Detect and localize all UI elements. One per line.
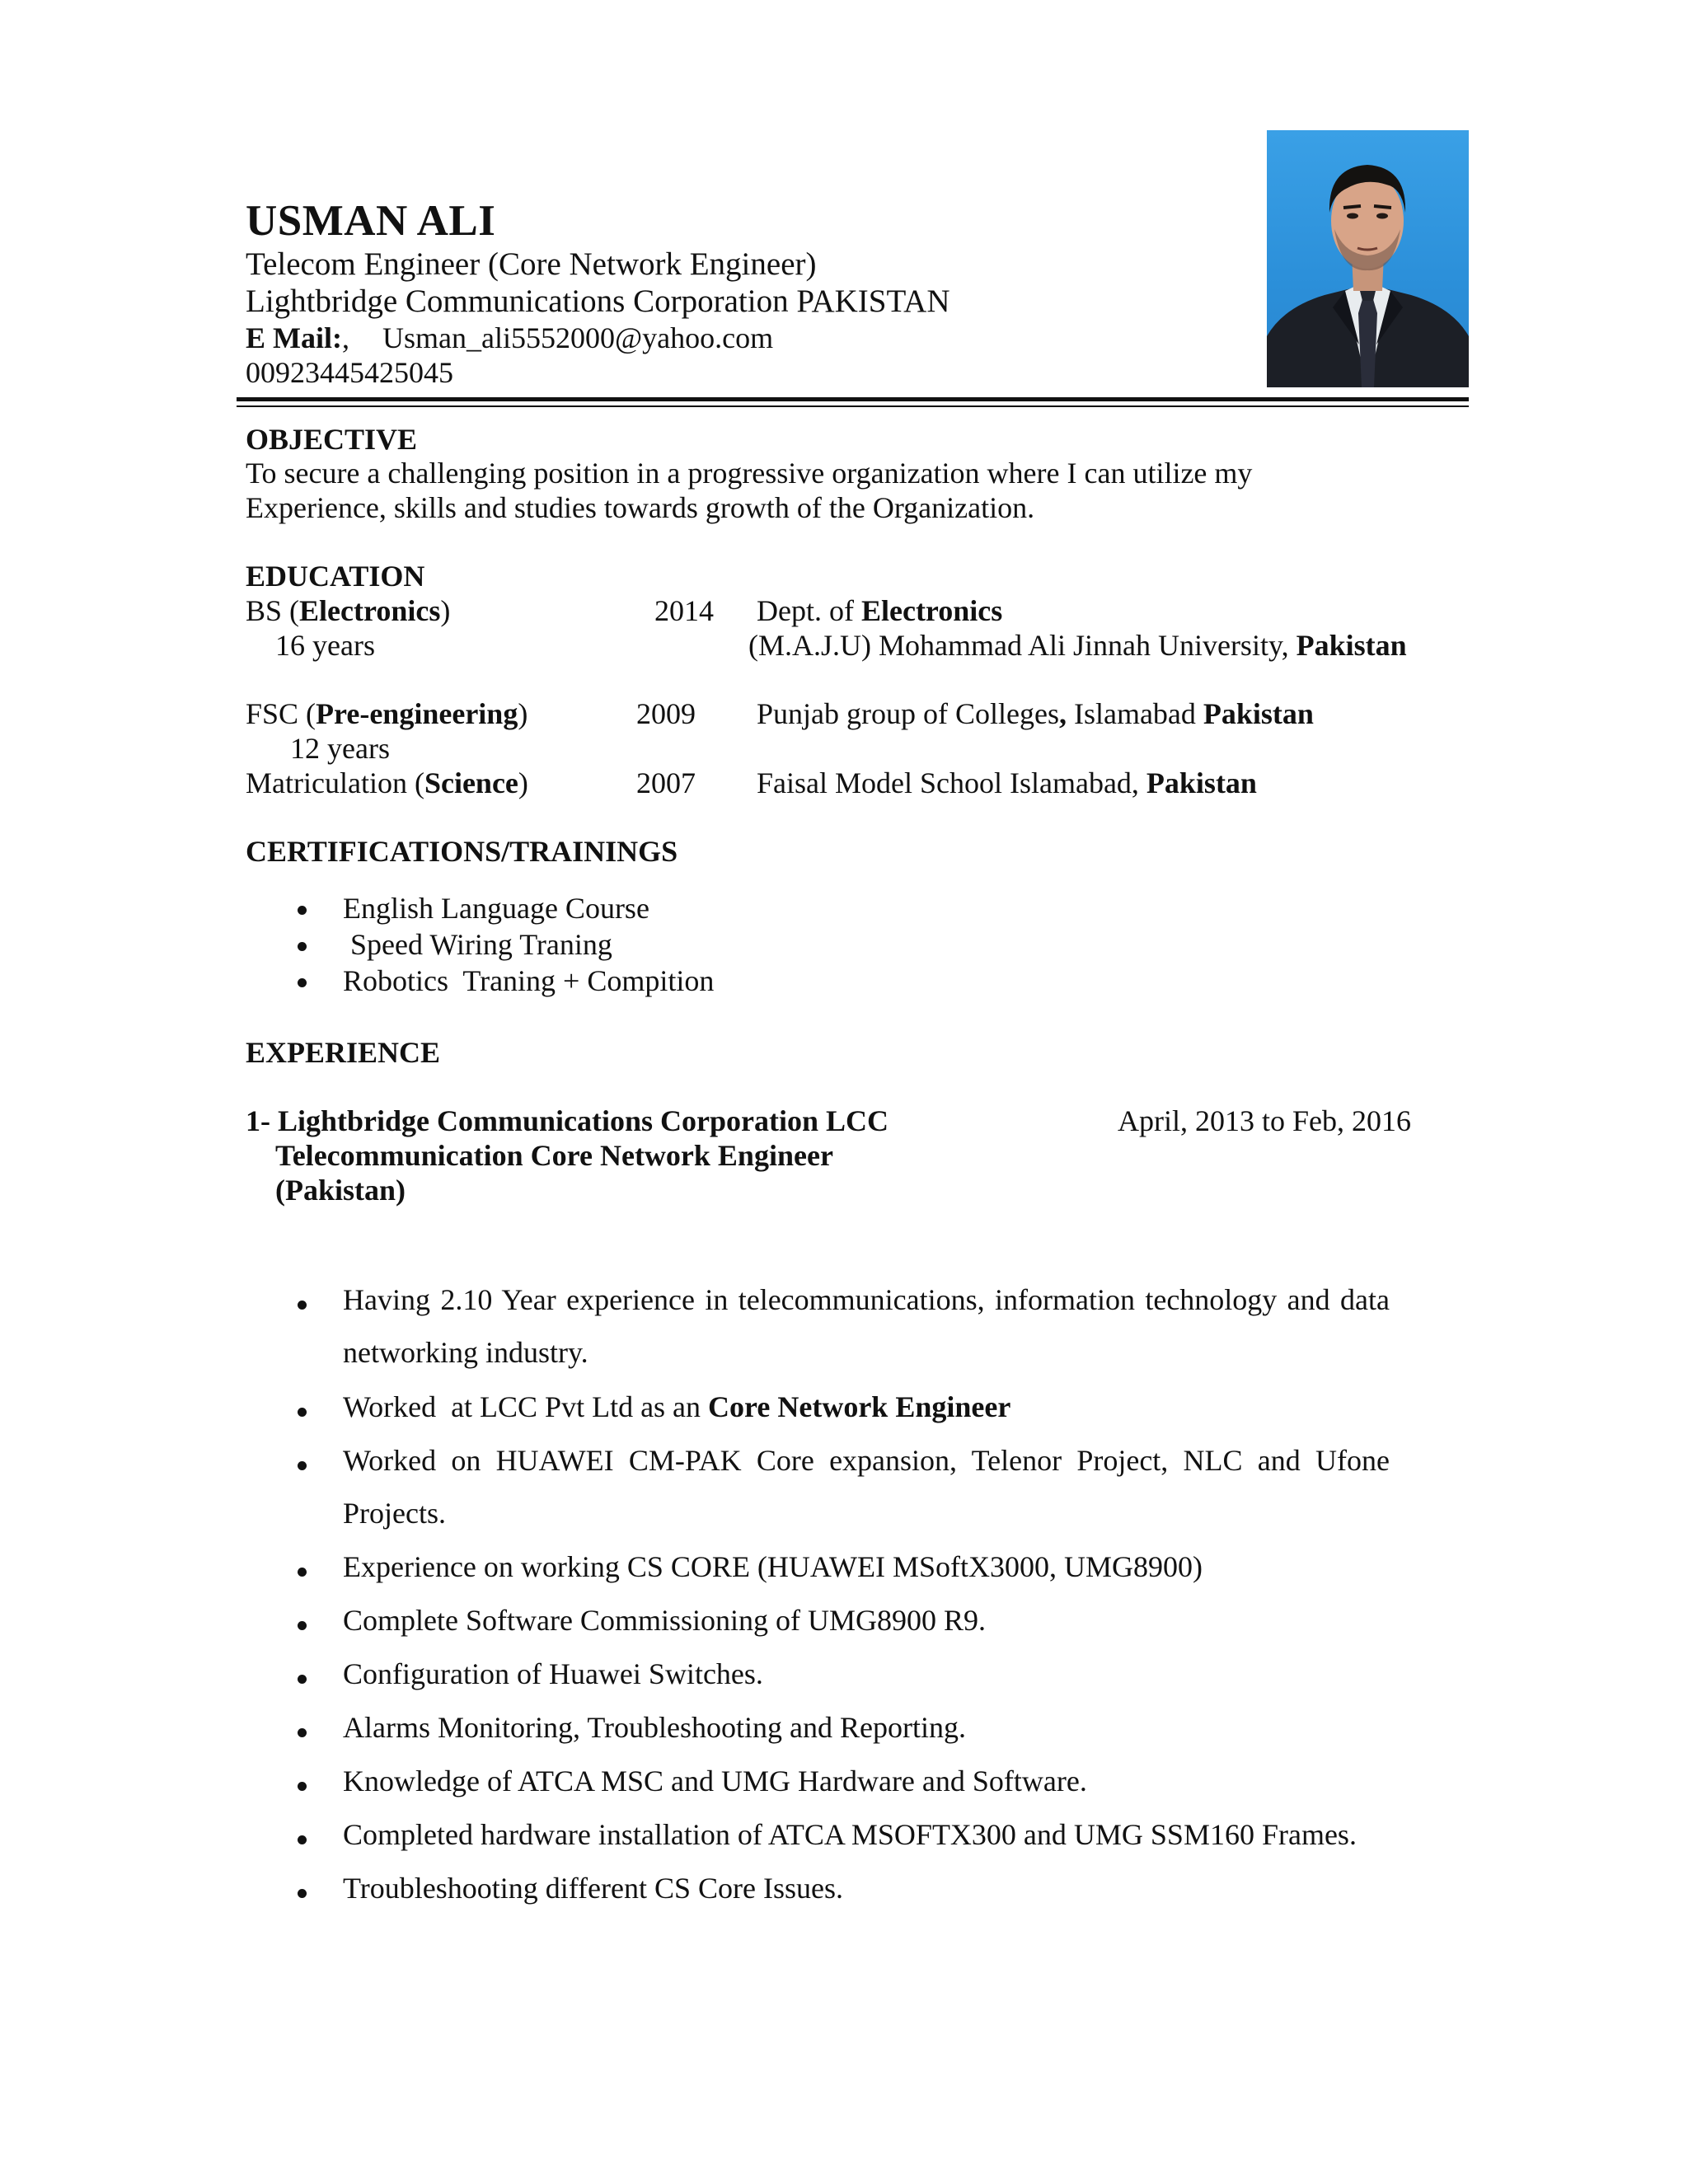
experience-bullet: Worked at LCC Pvt Ltd as an Core Network Engineer	[343, 1390, 1011, 1423]
bullet-icon	[298, 1675, 307, 1684]
fsc-degree: FSC (Pre-engineering)	[246, 697, 528, 730]
bullet-icon	[298, 1835, 307, 1844]
job-title: Telecom Engineer (Core Network Engineer)	[246, 246, 817, 282]
job-role: Telecommunication Core Network Engineer	[275, 1139, 833, 1172]
bullet-icon	[298, 1782, 307, 1791]
fsc-duration: 12 years	[290, 732, 390, 765]
bs-year: 2014	[654, 594, 714, 627]
portrait-image	[1267, 130, 1469, 387]
bullet-icon	[298, 906, 307, 915]
fsc-institution: Punjab group of Colleges, Islamabad Pakistan	[757, 697, 1314, 730]
matric-degree: Matriculation (Science)	[246, 766, 528, 799]
email-label: E Mail:	[246, 321, 342, 354]
bullet-icon	[298, 1621, 307, 1630]
bullet-icon	[298, 1408, 307, 1417]
bullet-icon	[298, 1728, 307, 1737]
bs-degree: BS (Electronics)	[246, 594, 451, 627]
email-separator: ,	[341, 321, 349, 354]
objective-heading: OBJECTIVE	[246, 423, 418, 456]
certification-item: Speed Wiring Traning	[343, 928, 612, 961]
bullet-icon	[298, 1889, 307, 1898]
experience-bullet: Experience on working CS CORE (HUAWEI MSoftX3000, UMG8900)	[343, 1550, 1203, 1583]
profile-photo	[1267, 130, 1469, 387]
header-divider-thin	[237, 405, 1469, 407]
experience-bullet: Having 2.10 Year experience in telecommunications, information technology and data networking industry.	[343, 1283, 1390, 1369]
objective-line-2: Experience, skills and studies towards growth of the Organization.	[246, 491, 1035, 524]
matric-year: 2007	[636, 766, 696, 799]
company-name: Lightbridge Communications Corporation PAKISTAN	[246, 284, 950, 319]
experience-bullet: Alarms Monitoring, Troubleshooting and Reporting.	[343, 1711, 966, 1744]
bullet-icon	[298, 978, 307, 987]
phone-number: 00923445425045	[246, 356, 453, 389]
experience-bullet: Completed hardware installation of ATCA MSOFTX300 and UMG SSM160 Frames.	[343, 1818, 1357, 1851]
job-company: 1- Lightbridge Communications Corporation LCC	[246, 1104, 889, 1137]
email-address[interactable]: Usman_ali5552000@yahoo.com	[382, 321, 774, 354]
certification-item: Robotics Traning + Compition	[343, 964, 715, 997]
bullet-icon	[298, 1301, 307, 1310]
experience-bullet: Configuration of Huawei Switches.	[343, 1657, 763, 1690]
experience-bullet: Complete Software Commissioning of UMG8900 R9.	[343, 1604, 986, 1637]
bs-institution: (M.A.J.U) Mohammad Ali Jinnah University, Pakistan	[748, 629, 1407, 662]
bs-department: Dept. of Electronics	[757, 594, 1003, 627]
objective-line-1: To secure a challenging position in a progressive organization where I can utilize my	[246, 457, 1253, 490]
experience-bullet: Troubleshooting different CS Core Issues.	[343, 1872, 843, 1905]
education-heading: EDUCATION	[246, 560, 425, 593]
bullet-icon	[298, 1568, 307, 1577]
matric-institution: Faisal Model School Islamabad, Pakistan	[757, 766, 1257, 799]
bullet-icon	[298, 942, 307, 951]
fsc-year: 2009	[636, 697, 696, 730]
email-line	[246, 321, 773, 355]
certification-item: English Language Course	[343, 892, 649, 925]
header-divider-thick	[237, 397, 1469, 401]
certifications-heading: CERTIFICATIONS/TRAININGS	[246, 835, 678, 868]
bullet-icon	[298, 1461, 307, 1470]
job-location: (Pakistan)	[275, 1174, 406, 1207]
experience-bullet: Knowledge of ATCA MSC and UMG Hardware and Software.	[343, 1765, 1087, 1797]
candidate-name: USMAN ALI	[246, 197, 496, 245]
job-dates: April, 2013 to Feb, 2016	[1118, 1104, 1411, 1137]
bs-duration: 16 years	[275, 629, 375, 662]
experience-heading: EXPERIENCE	[246, 1036, 441, 1069]
experience-bullet: Worked on HUAWEI CM-PAK Core expansion, Telenor Project, NLC and Ufone Projects.	[343, 1444, 1390, 1530]
